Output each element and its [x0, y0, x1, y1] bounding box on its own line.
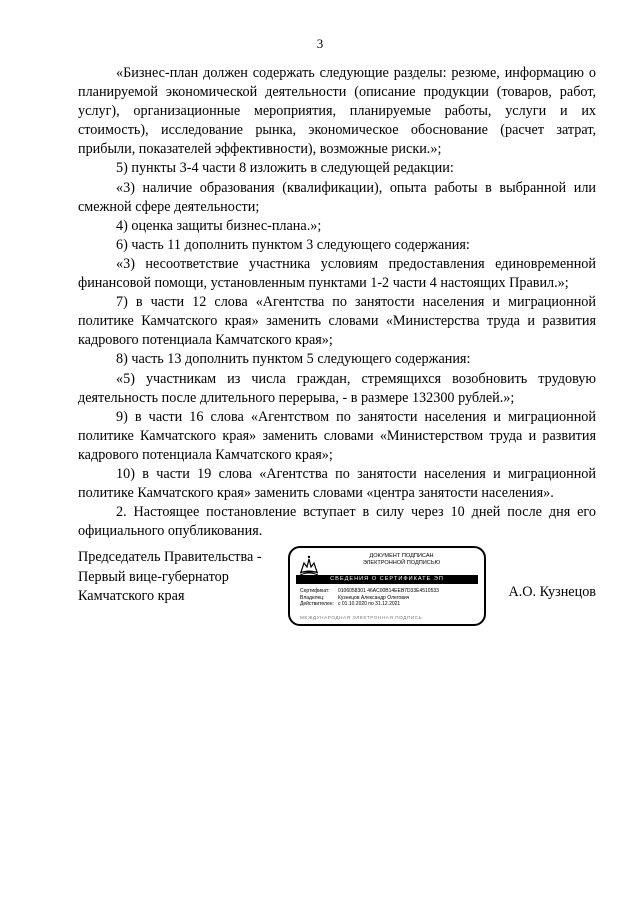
stamp-details	[300, 588, 480, 608]
paragraph: «3) наличие образования (квалификации), опыта работы в выбранной или смежной сфере деятельности;	[78, 179, 596, 215]
signer-title	[78, 548, 262, 607]
paragraph: «Бизнес-план должен содержать следующие разделы: резюме, информацию о планируемой экономической деятельности (описание продукции (товаров, работ, услуг), организационные мероприятия, планируемые работы, услуги и их стоимость), исследование рынка, экономическое обоснование (расчет затрат, прибыли, показателей эффективности), возможные риски.»;	[78, 65, 596, 158]
paragraph: 4) оценка защиты бизнес-плана.»;	[116, 217, 322, 234]
stamp-header-line: ДОКУМЕНТ ПОДПИСАН	[369, 553, 434, 559]
paragraph: 9) в части 16 слова «Агентством по занятости населения и миграционной политике Камчатского края» заменить словами «Министерством труда и развития кадрового потенциала Камчатского края»;	[78, 408, 596, 463]
page-number: 3	[316, 36, 324, 51]
stamp-row-value: Кузнецов Александр Олегович	[338, 594, 410, 601]
stamp-footer: МЕЖДУНАРОДНАЯ ЭЛЕКТРОННАЯ ПОДПИСЬ	[300, 615, 423, 620]
signer-name: А.О. Кузнецов	[508, 584, 596, 600]
paragraph: «5) участникам из числа граждан, стремящихся возобновить трудовую деятельность после длительного перерыва, - в размере 132300 рублей.»;	[78, 370, 596, 406]
signature-block	[78, 548, 596, 638]
paragraph: 6) часть 11 дополнить пунктом 3 следующего содержания:	[116, 236, 470, 253]
paragraph: 10) в части 19 слова «Агентства по занятости населения и миграционной политике Камчатского края» заменить словами «центра занятости населения».	[78, 465, 596, 502]
paragraph: 7) в части 12 слова «Агентства по занятости населения и миграционной политике Камчатского края» заменить словами «Министерства труда и развития кадрового потенциала Камчатского края»;	[78, 294, 596, 349]
stamp-row-value: с 01.10.2020 по 31.12.2021	[338, 601, 401, 608]
signer-title-line: Камчатского края	[78, 588, 185, 604]
stamp-certificate-bar: СВЕДЕНИЯ О СЕРТИФИКАТЕ ЭП	[296, 575, 478, 584]
document-body	[78, 64, 596, 541]
paragraph: 2. Настоящее постановление вступает в силу через 10 дней после дня его официального опубликования.	[78, 504, 596, 540]
stamp-row-label: Действителен:	[300, 601, 334, 608]
stamp-header	[324, 553, 479, 567]
stamp-row-value: 0106058301 46AC00B14EEB7D33E4510533	[338, 588, 439, 594]
stamp-row	[300, 588, 480, 595]
signer-title-line: Первый вице-губернатор	[78, 568, 229, 585]
coat-of-arms-icon	[298, 554, 320, 576]
stamp-row-label: Владелец:	[300, 594, 325, 601]
signer-title-line: Председатель Правительства -	[78, 549, 262, 565]
paragraph: «3) несоответствие участника условиям предоставления единовременной финансовой помощи, установленным пунктами 1-2 части 4 настоящих Правил.»;	[78, 255, 596, 292]
stamp-row	[300, 601, 480, 608]
stamp-row-label: Сертификат:	[300, 588, 330, 594]
stamp-header-line: ЭЛЕКТРОННОЙ ПОДПИСЬЮ	[362, 560, 441, 566]
paragraph: 5) пункты 3-4 части 8 изложить в следующей редакции:	[116, 160, 454, 177]
electronic-signature-stamp	[288, 546, 486, 626]
paragraph: 8) часть 13 дополнить пунктом 5 следующего содержания:	[116, 351, 471, 368]
